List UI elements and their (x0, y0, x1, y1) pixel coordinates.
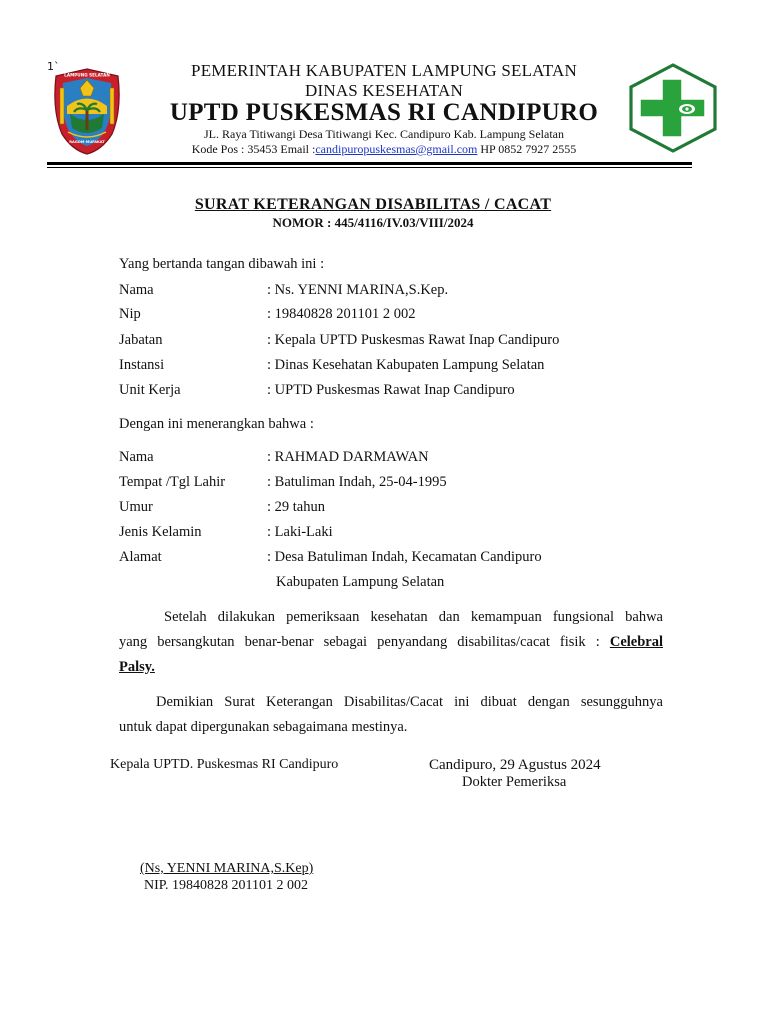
subject-intro: Dengan ini menerangkan bahwa : (119, 416, 314, 432)
subject-birth-value: : Batuliman Indah, 25-04-1995 (267, 474, 447, 490)
signer-unit-value: : UPTD Puskesmas Rawat Inap Candipuro (267, 382, 515, 398)
closing-line-2: untuk dapat dipergunakan sebagaimana mestinya. (119, 719, 408, 735)
contact-phone: HP 0852 7927 2555 (477, 142, 577, 156)
subject-gender-value: : Laki-Laki (267, 524, 333, 540)
seal-bottom-text: RAGOM MUFAKAT (69, 140, 105, 144)
signature-place-date: Candipuro, 29 Agustus 2024 (429, 757, 601, 773)
signature-right-title: Dokter Pemeriksa (462, 774, 567, 790)
subject-address-value: : Desa Batuliman Indah, Kecamatan Candipuro (267, 549, 542, 565)
letterhead-divider-thin (47, 167, 692, 168)
statement-line-2: yang bersangkutan benar-benar sebagai penyandang disabilitas/cacat fisik : Celebral (119, 634, 663, 650)
corner-mark: 1` (47, 60, 60, 73)
subject-age-label: Umur (119, 499, 153, 515)
contact-prefix: Kode Pos : 35453 Email : (191, 142, 316, 156)
subject-name-label: Nama (119, 449, 154, 465)
signer-nip-label: Nip (119, 306, 141, 322)
subject-address-continuation: Kabupaten Lampung Selatan (276, 574, 445, 590)
signer-agency-value: : Dinas Kesehatan Kabupaten Lampung Selatan (267, 357, 545, 373)
signer-position-label: Jabatan (119, 332, 163, 348)
subject-gender-label: Jenis Kelamin (119, 524, 202, 540)
signature-name: (Ns, YENNI MARINA,S.Kep) (140, 861, 314, 876)
lampung-selatan-seal-logo (50, 66, 124, 156)
subject-name-value: : RAHMAD DARMAWAN (267, 449, 429, 465)
puskesmas-cross-logo (627, 63, 719, 153)
signer-nip-value: : 19840828 201101 2 002 (267, 306, 416, 322)
signer-agency-label: Instansi (119, 357, 165, 373)
letterhead-divider-thick (47, 162, 692, 165)
diagnosis-word-1: Celebral (609, 634, 663, 650)
diagnosis-word-2: Palsy. (119, 659, 155, 675)
letter-number: NOMOR : 445/4116/IV.03/VIII/2024 (272, 215, 474, 230)
signer-name-value: : Ns. YENNI MARINA,S.Kep. (267, 282, 449, 298)
closing-paragraph (119, 690, 663, 740)
subject-birth-label: Tempat /Tgl Lahir (119, 474, 226, 490)
letterhead-department: DINAS KESEHATAN (305, 81, 463, 100)
letterhead-address: JL. Raya Titiwangi Desa Titiwangi Kec. Candipuro Kab. Lampung Selatan (204, 127, 564, 141)
statement-paragraph (119, 605, 663, 680)
signer-intro: Yang bertanda tangan dibawah ini : (119, 256, 325, 272)
signer-name-label: Nama (119, 282, 154, 298)
letter-title: SURAT KETERANGAN DISABILITAS / CACAT (194, 196, 552, 213)
statement-line-1: Setelah dilakukan pemeriksaan kesehatan dan kemampuan fungsional bahwa (164, 609, 663, 625)
signer-unit-label: Unit Kerja (119, 382, 181, 398)
signature-left-title: Kepala UPTD. Puskesmas RI Candipuro (110, 757, 339, 772)
subject-address-label: Alamat (119, 549, 162, 565)
signer-position-value: : Kepala UPTD Puskesmas Rawat Inap Candipuro (267, 332, 560, 348)
letterhead-government: PEMERINTAH KABUPATEN LAMPUNG SELATAN (191, 61, 577, 80)
statement-line-3 (119, 659, 155, 675)
seal-top-text: LAMPUNG SELATAN (64, 72, 110, 78)
signature-nip: NIP. 19840828 201101 2 002 (144, 878, 308, 893)
subject-age-value: : 29 tahun (267, 499, 325, 515)
letterhead-institution: UPTD PUSKESMAS RI CANDIPURO (169, 99, 599, 126)
letterhead-contact (140, 142, 628, 157)
email-link[interactable]: candipuropuskesmas@gmail.com (315, 142, 478, 156)
closing-line-1: Demikian Surat Keterangan Disabilitas/Cacat ini dibuat dengan sesungguhnya (156, 694, 663, 710)
